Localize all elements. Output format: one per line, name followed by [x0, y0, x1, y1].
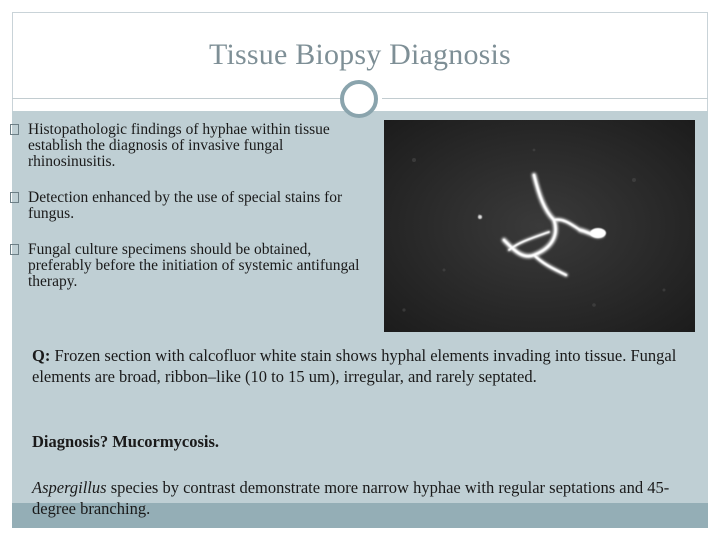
micrograph-image	[384, 120, 695, 332]
question-text: Frozen section with calcofluor white stain shows hyphal elements invading into tissue. Fungal elements are broad, ribbon–like (10 to 15 um), irregular, and rarely septated.	[32, 346, 677, 386]
slide-title: Tissue Biopsy Diagnosis	[209, 38, 511, 71]
square-bullet-icon	[10, 124, 19, 135]
title-divider-right	[382, 98, 708, 99]
diagnosis-answer: Diagnosis? Mucormycosis.	[32, 432, 219, 451]
hyphae-micrograph	[384, 120, 695, 332]
genus-name: Aspergillus	[32, 478, 107, 497]
bullet-text: Detection enhanced by the use of special stains for fungus.	[28, 189, 343, 222]
bullet-item	[10, 122, 360, 170]
bullet-list	[10, 122, 360, 310]
square-bullet-icon	[10, 244, 19, 255]
bullet-text: Histopathologic findings of hyphae within tissue establish the diagnosis of invasive fungal rhinosinusitis.	[28, 121, 330, 170]
bullet-text: Fungal culture specimens should be obtained, preferably before the initiation of systemic antifungal therapy.	[28, 241, 360, 290]
question-paragraph	[32, 346, 682, 387]
comparison-paragraph	[32, 478, 682, 519]
square-bullet-icon	[10, 192, 19, 203]
question-label: Q:	[32, 346, 51, 365]
comparison-text: species by contrast demonstrate more narrow hyphae with regular septations and 45-degree branching.	[32, 478, 670, 518]
title-ring-ornament	[340, 80, 378, 118]
bullet-item	[10, 190, 360, 222]
bullet-item	[10, 242, 360, 290]
title-divider-left	[12, 98, 342, 99]
